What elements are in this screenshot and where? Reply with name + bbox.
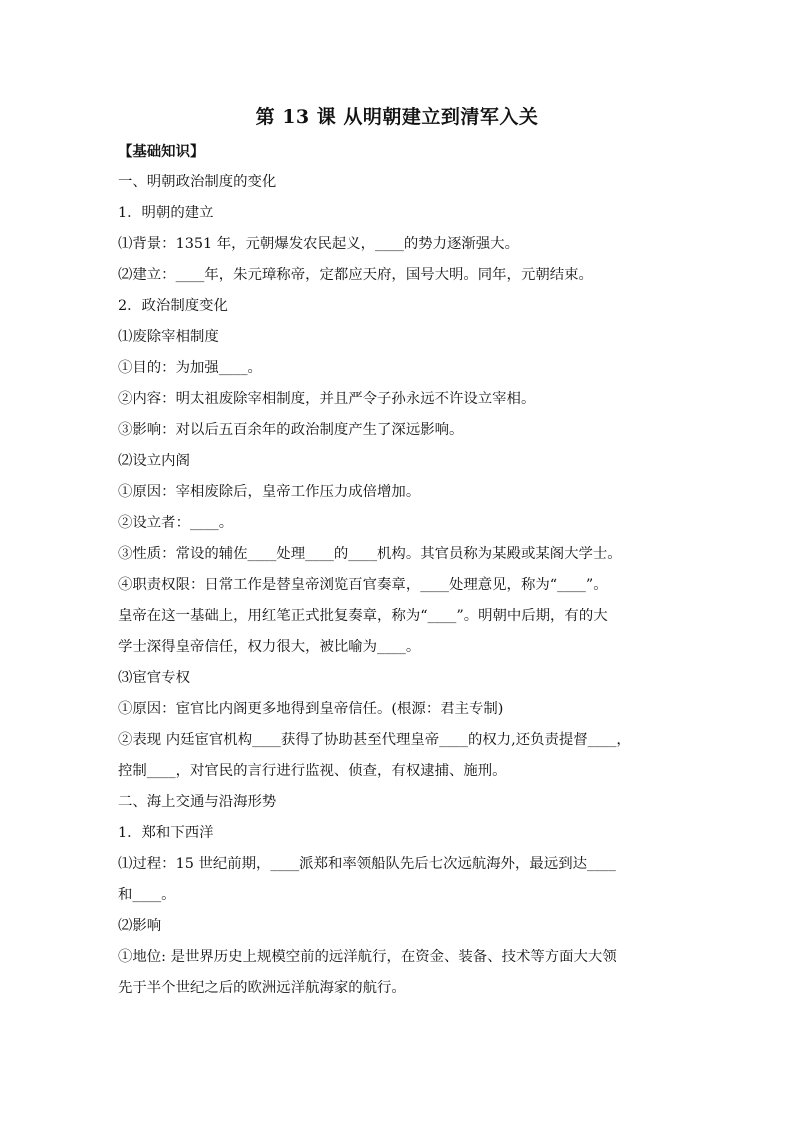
text-impact: ⑵影响: [118, 918, 162, 934]
lesson-title: 第 13 课 从明朝建立到清军入关: [255, 106, 539, 128]
section-heading-basics: 【基础知识】: [118, 143, 205, 160]
text-eunuch-reason: ①原因：宦官比内阁更多地得到皇帝信任。(根源：君主专制): [118, 701, 504, 717]
text-grand-secretariat: ⑵设立内阁: [118, 453, 190, 469]
heading-ming-politics: 一、明朝政治制度的变化: [118, 174, 277, 190]
heading-maritime: 二、海上交通与沿海形势: [118, 794, 277, 810]
text-process: ⑴过程：15 世纪前期，____派郑和率领船队先后七次远航海外，最远到达____: [118, 856, 616, 872]
text-content: ②内容：明太祖废除宰相制度，并且严令子孙永远不许设立宰相。: [118, 391, 536, 407]
text-establishment: ⑵建立：____年，朱元璋称帝，定都应天府，国号大明。同年，元朝结束。: [118, 267, 593, 283]
text-founder: ②设立者：____。: [118, 515, 234, 531]
document-body: [118, 136, 678, 1004]
text-eunuch-power: ⑶宦官专权: [118, 670, 190, 686]
text-influence: ③影响：对以后五百余年的政治制度产生了深远影响。: [118, 422, 464, 438]
text-status: ①地位: 是世界历史上规模空前的远洋航行，在资金、装备、技术等方面大大领: [118, 949, 617, 965]
subheading-political-change: 2．政治制度变化: [118, 298, 228, 314]
subheading-ming-founding: 1．明朝的建立: [118, 205, 214, 221]
text-nature: ③性质：常设的辅佐____处理____的____机构。其官员称为某殿或某阁大学士。: [118, 546, 622, 562]
text-process-cont: 和____。: [118, 887, 176, 903]
text-abolish-chancellor: ⑴废除宰相制度: [118, 329, 219, 345]
text-eunuch-manifestation: ②表现 内廷宦官机构____获得了协助甚至代理皇帝____的权力,还负责提督____，: [118, 732, 631, 748]
text-status-cont: 先于半个世纪之后的欧洲远洋航海家的航行。: [118, 980, 406, 996]
text-duties: ④职责权限：日常工作是替皇帝浏览百官奏章，____处理意见，称为“____”。: [118, 577, 608, 593]
text-duties-cont-2: 学士深得皇帝信任，权力很大，被比喻为____。: [118, 639, 421, 655]
text-eunuch-manifestation-cont: 控制____，对官民的言行进行监视、侦查，有权逮捕、施刑。: [118, 763, 507, 779]
text-background: ⑴背景：1351 年，元朝爆发农民起义，____的势力逐渐强大。: [118, 236, 519, 252]
text-duties-cont: 皇帝在这一基础上，用红笔正式批复奏章，称为“____”。明朝中后期，有的大: [118, 608, 608, 624]
text-reason: ①原因：宰相废除后，皇帝工作压力成倍增加。: [118, 484, 421, 500]
subheading-zheng-he: 1．郑和下西洋: [118, 825, 214, 841]
text-purpose: ①目的：为加强____。: [118, 360, 262, 376]
